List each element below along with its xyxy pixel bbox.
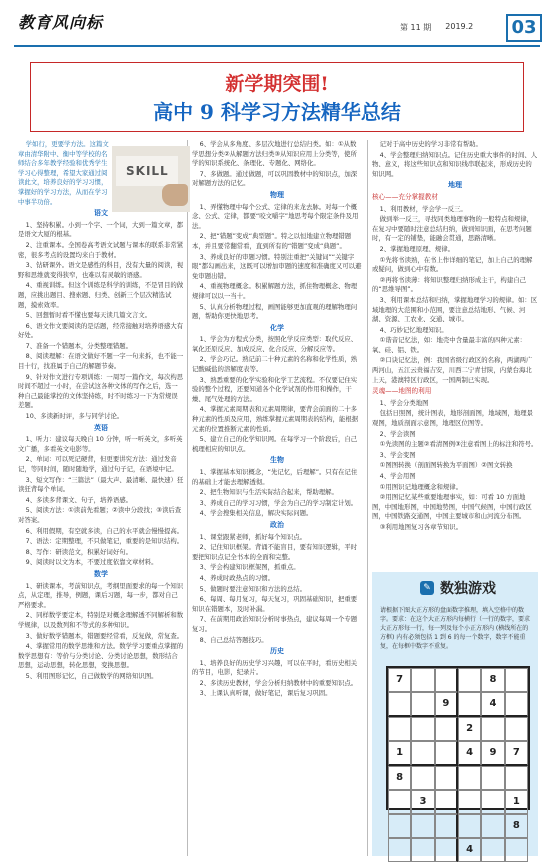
paragraph: 2、注重课本。全国卷高考语文试题与课本的联系非常紧密，很多考点的设置均来自于教材。 xyxy=(18,240,184,259)
paragraph: 6、每周、每月复习，每天复习，巩固基础知识，把重要知识在错题本，及时补漏。 xyxy=(192,595,358,613)
sudoku-cell[interactable] xyxy=(505,717,528,741)
paragraph: 1、学会分类地图 xyxy=(379,398,429,407)
sudoku-cell[interactable]: 1 xyxy=(505,790,528,814)
paragraph: 1、听力：建议每天晚自 10 分钟，听一听英文，多听英文广播，多看英文电影等。 xyxy=(18,435,183,453)
sudoku-cell[interactable]: 4 xyxy=(481,692,504,717)
sudoku-cell[interactable] xyxy=(481,717,504,741)
sudoku-cell[interactable]: 2 xyxy=(458,717,481,741)
sudoku-cell[interactable]: 7 xyxy=(388,668,411,692)
paragraph: 8、阅读理解：在语文做好不题一字一句来拆，也不能一目十行，找准属于自己的解题节奏。 xyxy=(18,352,184,371)
header-rule xyxy=(14,45,540,47)
paragraph: 5、阅读方法：①读前先看题；②读中分段找；③读后查对答案。 xyxy=(18,506,182,524)
issue-number: 第 11 期 xyxy=(400,23,432,32)
sudoku-cell[interactable] xyxy=(411,692,434,717)
paragraph: 9、针对作文进行专项训练：一周写一篇作文，每次构思时间不超过一小时，在尝试这各种文体的写作之后，选一种自己最能掌控的文体坚持练，时不时练习一下为常规误差题。 xyxy=(18,372,184,410)
sudoku-cell[interactable] xyxy=(388,814,411,838)
paragraph: 2、记住知识框架。背诵不能盲目，要有知识逻辑，平时要把知识点记全书本的全面和完整。 xyxy=(192,543,358,561)
paragraph: 2、把生物知识与生活实际结合起来，帮助理解。 xyxy=(199,488,338,497)
section-heading-biology: 生物 xyxy=(270,456,284,465)
sudoku-cell[interactable] xyxy=(435,814,458,838)
paragraph: 1、坚持积累。小到一个字、一个词，大到一篇文章，都是语文大厦的根基。 xyxy=(18,220,184,239)
paragraph: 做到举一反三，寻找同类地理事物的一般特点和规律，在复习中要随时注意总结归纳，做到知识面，在思考问题时，有一定的铺垫，能融会贯通，思路清晰。 xyxy=(372,215,534,243)
paragraph: 3、养成自己的学习习惯，学会为自己的学习制定计划。 xyxy=(199,498,358,507)
sudoku-cell[interactable]: 4 xyxy=(458,838,481,862)
sudoku-cell[interactable] xyxy=(411,766,434,790)
sudoku-cell[interactable] xyxy=(388,692,411,717)
sudoku-cell[interactable] xyxy=(388,790,411,814)
paragraph: 7、多做题。通过做题，可以巩固教材中的知识点，加深对解题方法的记忆。 xyxy=(192,169,358,188)
paragraph: ③利用地图复习各章节知识。 xyxy=(379,522,463,531)
game-instructions: 请根据下图大正方形的盘面数字推理，填入空格中的数字。要求：在这个大正方形内每横行（一行的数字，要求大正方形每一行，每一列及每个小正方形内 (横线所在的方框) 内有必须包括 1 到 6 的每一个数字，数字不能重复，在每框中数字不重复。 xyxy=(380,607,531,650)
sudoku-cell[interactable] xyxy=(411,838,434,862)
section-heading-chemistry: 化学 xyxy=(270,323,284,332)
paragraph: 10、多读新时评，多与同学讨论。 xyxy=(25,412,124,421)
paragraph: ①用图识记地理概念和规律。 xyxy=(379,482,463,491)
paragraph: 1、学会为方程式分类，按照化学反应类型：取代反应、氧化还原反应、加成反应、化合反应、分解反应等。 xyxy=(192,335,358,353)
paragraph: 9、阅读时以文为本，不要过度依靠文章材料。 xyxy=(25,558,158,567)
game-title-text: 数独游戏 xyxy=(440,581,496,597)
paragraph: 7、在前期用政治知识分析时事热点，建议每周一个专题复习。 xyxy=(192,615,358,633)
sudoku-cell[interactable] xyxy=(481,814,504,838)
paragraph: 3、学会构建知识框架图，抓重点。 xyxy=(199,563,300,572)
sudoku-cell[interactable] xyxy=(458,668,481,692)
sudoku-cell[interactable] xyxy=(411,741,434,766)
sudoku-cell[interactable]: 7 xyxy=(505,741,528,766)
paragraph: 7、准备一个错题本，分类整理错题。 xyxy=(25,341,132,350)
paragraph: 1、培养良好的历史学习兴趣，可以在平时，看历史相关的节目，电影，纪录片。 xyxy=(192,658,358,677)
sudoku-cell[interactable]: 8 xyxy=(388,766,411,790)
paragraph: 3、短文写作：“三篇法”（最大声、最清晰、最快速）狂读狂背每个单词。 xyxy=(18,475,184,494)
paragraph: 记对于高中历史的学习非常有帮助。 xyxy=(379,140,482,148)
paragraph: 4、巧妙记忆地理知识。 xyxy=(379,325,448,334)
sudoku-cell[interactable] xyxy=(435,668,458,692)
paragraph: 5、建立自己的化学知识网。在每学习一个阶段后，自己梳理相应的知识点。 xyxy=(192,435,358,453)
paragraph: 2、把“错题”变成“典型题”。特之以恒地建立物理错题本，并且要常翻常看，直到所有的“错题”变成“典题”。 xyxy=(192,232,352,250)
paragraph: ②用图记忆某些重要地理事实，如：可看 10 方面地图，中国地形图，中国地势图，中国气候图，中国行政区图，中国铁路交通图，中国主要城市和山河流分布图。 xyxy=(372,493,532,521)
section-heading-history: 历史 xyxy=(270,647,284,656)
paragraph: 4、掌握元素周期表和元素周期律，要背会前面的二十多种元素的性质及应用，熟练掌握元素周期表的结构，能根据元素的位置推断元素的性质。 xyxy=(192,405,359,433)
sudoku-cell[interactable]: 8 xyxy=(481,668,504,692)
column-divider xyxy=(187,140,188,856)
paragraph: 2、学会读图 xyxy=(379,429,416,438)
paragraph: 4、养成时政热点的习惯。 xyxy=(199,573,275,582)
paragraph: 5、认真分析物理过程，画图能够更加直观的理解物理问题，帮助你更快地思考。 xyxy=(192,302,358,321)
issue-date: 2019.2 xyxy=(445,22,474,31)
sudoku-cell[interactable] xyxy=(505,668,528,692)
subheading-maps: 灵魂——地图的利用 xyxy=(372,387,432,396)
section-heading-geography: 地理 xyxy=(448,181,462,190)
section-heading-math: 数学 xyxy=(94,569,108,578)
paragraph: 4、重视物理概念。积累解题方法，抓住物理概念、物理规律可以以一当十。 xyxy=(192,282,358,300)
sudoku-cell[interactable] xyxy=(505,692,528,717)
sudoku-cell[interactable] xyxy=(388,717,411,741)
sudoku-cell[interactable] xyxy=(411,668,434,692)
column-1 xyxy=(18,140,184,682)
sudoku-cell[interactable] xyxy=(388,838,411,862)
paragraph: ①先读图的主题②看清图例③注意看图上的标注和符号。 xyxy=(379,440,538,449)
sudoku-cell[interactable] xyxy=(411,814,434,838)
paragraph: ①谐音记忆法，如：地壳中含量最丰富的四种元素：氧、硅、铝、铁。 xyxy=(372,336,526,354)
section-heading-english: 英语 xyxy=(94,423,108,432)
sudoku-cell[interactable]: 9 xyxy=(435,692,458,717)
paragraph: 8、自己总结答题技巧。 xyxy=(199,635,268,644)
paragraph: 3、上课认真听课，做好笔记，课后复习巩固。 xyxy=(199,689,332,698)
paragraph: 4、学会搜集相关信息，解决实际问题。 xyxy=(199,509,313,518)
paragraph: 2、单词：可以死记硬背，但更要讲究方法：通过发音记，等同时间，随时随地学，通过句子记，在语境中记。 xyxy=(18,455,178,473)
sudoku-cell[interactable] xyxy=(458,692,481,717)
sudoku-cell[interactable] xyxy=(505,766,528,790)
sudoku-cell[interactable] xyxy=(411,717,434,741)
paragraph: 6、利用假期，有空就多读，自己的水平就会慢慢提高。 xyxy=(25,526,184,535)
paragraph: 3、做好数学错题本，错题要经常看，反复做，常复查。 xyxy=(25,631,184,640)
sudoku-game-box xyxy=(372,572,538,856)
paragraph: 2、多读历史教材，学会分析归纳教材中的重要知识点。 xyxy=(199,678,358,687)
paragraph: 5、利用图形记忆，自己做数学的网络知识图。 xyxy=(25,671,158,680)
paragraph: 3、熟悉重要的化学实验和化学工艺流程。不仅要记住实验的整个过程，还要知道各个化学试剂的作用和操作，干燥、尾气处理的方法。 xyxy=(192,375,358,403)
paragraph: 4、重视训练。但这个训练是科学的训练，不是冒目的做题，应挑出题目、搜索题、归类、创新三个层次精选试题，摸索效率。 xyxy=(18,281,184,309)
game-title xyxy=(420,578,496,598)
sudoku-cell[interactable]: 3 xyxy=(411,790,434,814)
paragraph: ①先将书读熟，在书上作详细的笔记，加上自己的理解或疑问，做到心中有数。 xyxy=(372,255,533,274)
sudoku-cell[interactable]: 1 xyxy=(388,741,411,766)
paragraph: 1、利用教材，学会学一反三。 xyxy=(379,204,467,213)
issue-info xyxy=(400,22,473,33)
paragraph: ②口诀记忆法，例：我国省级行政区的名称，两湖两广两河山，五江云贵福吉安，川西二宁青甘陕，内蒙台海北上天，港澳特区行政区，一国两制已实现。 xyxy=(372,356,533,384)
paragraph: 3、钻研课外。语文是感性的科目，没有大量的阅读，视野和思维就变得狭窄，也难以有灵敏的语感。 xyxy=(18,261,184,279)
paragraph: 4、掌握常用的数学思维和方法。数学学习要重点掌握的数学思想有：等价与分类讨论、分类讨论思想，数形结合思想，运动思想，转化思想，变换思想。 xyxy=(18,642,184,670)
masthead: 教育风向标 xyxy=(18,13,104,32)
sudoku-cell[interactable] xyxy=(435,766,458,790)
sudoku-cell[interactable] xyxy=(458,790,481,814)
column-divider xyxy=(367,140,368,856)
sudoku-cell[interactable] xyxy=(435,717,458,741)
paragraph: 1、掌握基本知识概念，“先记忆，后理解”。只有在记住的基础上才能去理解透彻。 xyxy=(192,468,358,486)
title-frame xyxy=(30,62,524,132)
skill-chalkboard-image xyxy=(112,146,190,212)
title-line-1: 新学期突围! xyxy=(225,73,329,95)
sudoku-cell[interactable] xyxy=(481,766,504,790)
paragraph: ①图图转换（剖面图转换为平面图）②图文转换 xyxy=(379,461,513,470)
paragraph: 2、学会巧记。熟记前二十种元素的名称和化学性质，熟记酸碱盐的溶解度表等。 xyxy=(192,355,358,374)
title-line-2: 高中 9 科学习方法精华总结 xyxy=(153,100,401,124)
section-heading-politics: 政治 xyxy=(270,520,284,529)
paragraph: 3、养成良好的审题习惯。特别注重把“关键词”“关键字眼”都勾画出来，这既可以增加审题的速度和准确度又可以避免审题出错。 xyxy=(192,252,362,280)
sudoku-cell[interactable] xyxy=(505,838,528,862)
paragraph: 2、掌握地理原理、规律。 xyxy=(379,244,455,253)
paragraph: 2、同样数学要定本，特别是对概念理解透不同解析和数学规律，以及数列和不等式的多种知识。 xyxy=(18,611,184,629)
sudoku-grid xyxy=(386,666,530,855)
paragraph: 5、做题时要注意知识和方法的总结。 xyxy=(199,584,306,593)
sudoku-cell[interactable]: 9 xyxy=(481,741,504,766)
sudoku-cell[interactable] xyxy=(481,790,504,814)
paragraph: 6、语文作文要阅读的是话题，经常接触对培养语感大有好处。 xyxy=(18,321,184,340)
sudoku-cell[interactable] xyxy=(435,838,458,862)
paragraph: 包括日照图，统计图表，地形剖面图，地域图，地理景观图，地质剖面示意图，地理区位图等。 xyxy=(372,409,534,428)
sudoku-cell[interactable] xyxy=(435,790,458,814)
section-heading-physics: 物理 xyxy=(270,190,284,199)
puzzle-icon: ✎ xyxy=(420,581,434,595)
intro-paragraph: 学如行，更要学方法。这篇文章由清华附中、衡中等学校的名师结合多年教学经验和优秀学生学习心得整理，希望大家通过阅读此文，培养良好的学习习惯，掌握好的学习方法，从而在学习中事半功倍。 xyxy=(18,140,109,206)
page-header xyxy=(0,0,552,44)
paragraph: 4、学会整理归纳知识点。记住历史重大事件的时间、人物、意义，将这些知识点和知识线串联起来，形成历史的知识网。 xyxy=(372,150,538,178)
sudoku-cell[interactable]: 8 xyxy=(505,814,528,838)
paragraph: 7、语法：定期整理，不只做笔记，重要的是知识结构。 xyxy=(25,537,184,546)
paragraph: ②再将书读薄：将知识整理归纳形成主干，构建自己的“思维导图”。 xyxy=(372,275,526,294)
paragraph: 1、研读课本，考前知识点，考纲里面要求的每一个知识点，从定理，推导，例题，课后习题，每一步，都对自己严格要求。 xyxy=(18,581,184,609)
sudoku-cell[interactable] xyxy=(458,766,481,790)
paragraph: 1、弄懂物理中每个公式、定律的来龙去脉。对每一个概念、公式、定律，都要“咬文嚼字”地思考每个限定条件及用法。 xyxy=(192,202,359,230)
paragraph: 4、学会用图 xyxy=(379,472,416,480)
column-3 xyxy=(372,140,538,534)
page-number: 03 xyxy=(506,14,542,42)
paragraph: 1、课堂跟紧老师，抓好每个知识点。 xyxy=(199,532,306,541)
subheading-core: 核心——充分掌握教材 xyxy=(372,192,438,201)
paragraph: 3、学会变图 xyxy=(379,450,416,459)
sudoku-cell[interactable] xyxy=(481,838,504,862)
paragraph: 8、写作：研读范文，积累好词好句。 xyxy=(25,547,132,556)
sudoku-cell[interactable] xyxy=(435,741,458,766)
paragraph: 3、利用课本总结和归纳，掌握地理学习的规律。如：区域地理的大范围和小范围，要注意总结地形、气候、河湖、资源、工农业、交通、城市。 xyxy=(372,295,538,324)
section-heading-chinese: 语文 xyxy=(94,209,108,218)
paragraph: 5、回想暂时看不懂也要每天读几篇文言文。 xyxy=(25,311,152,320)
paragraph: 6、学会从多角度、多层次地进行总结归类。如：①从数学思想分类②从解题方法归类③从知识应用上分类等，使所学的知识系统化、条理化、专题化、网络化。 xyxy=(192,140,357,168)
paragraph: 4、多读多背课文、句子，培养语感。 xyxy=(25,495,132,504)
skill-word: SKILL xyxy=(126,164,169,178)
sudoku-cell[interactable] xyxy=(458,814,481,838)
hand-icon xyxy=(162,184,188,206)
sudoku-cell[interactable]: 4 xyxy=(458,741,481,766)
column-2 xyxy=(192,140,362,700)
